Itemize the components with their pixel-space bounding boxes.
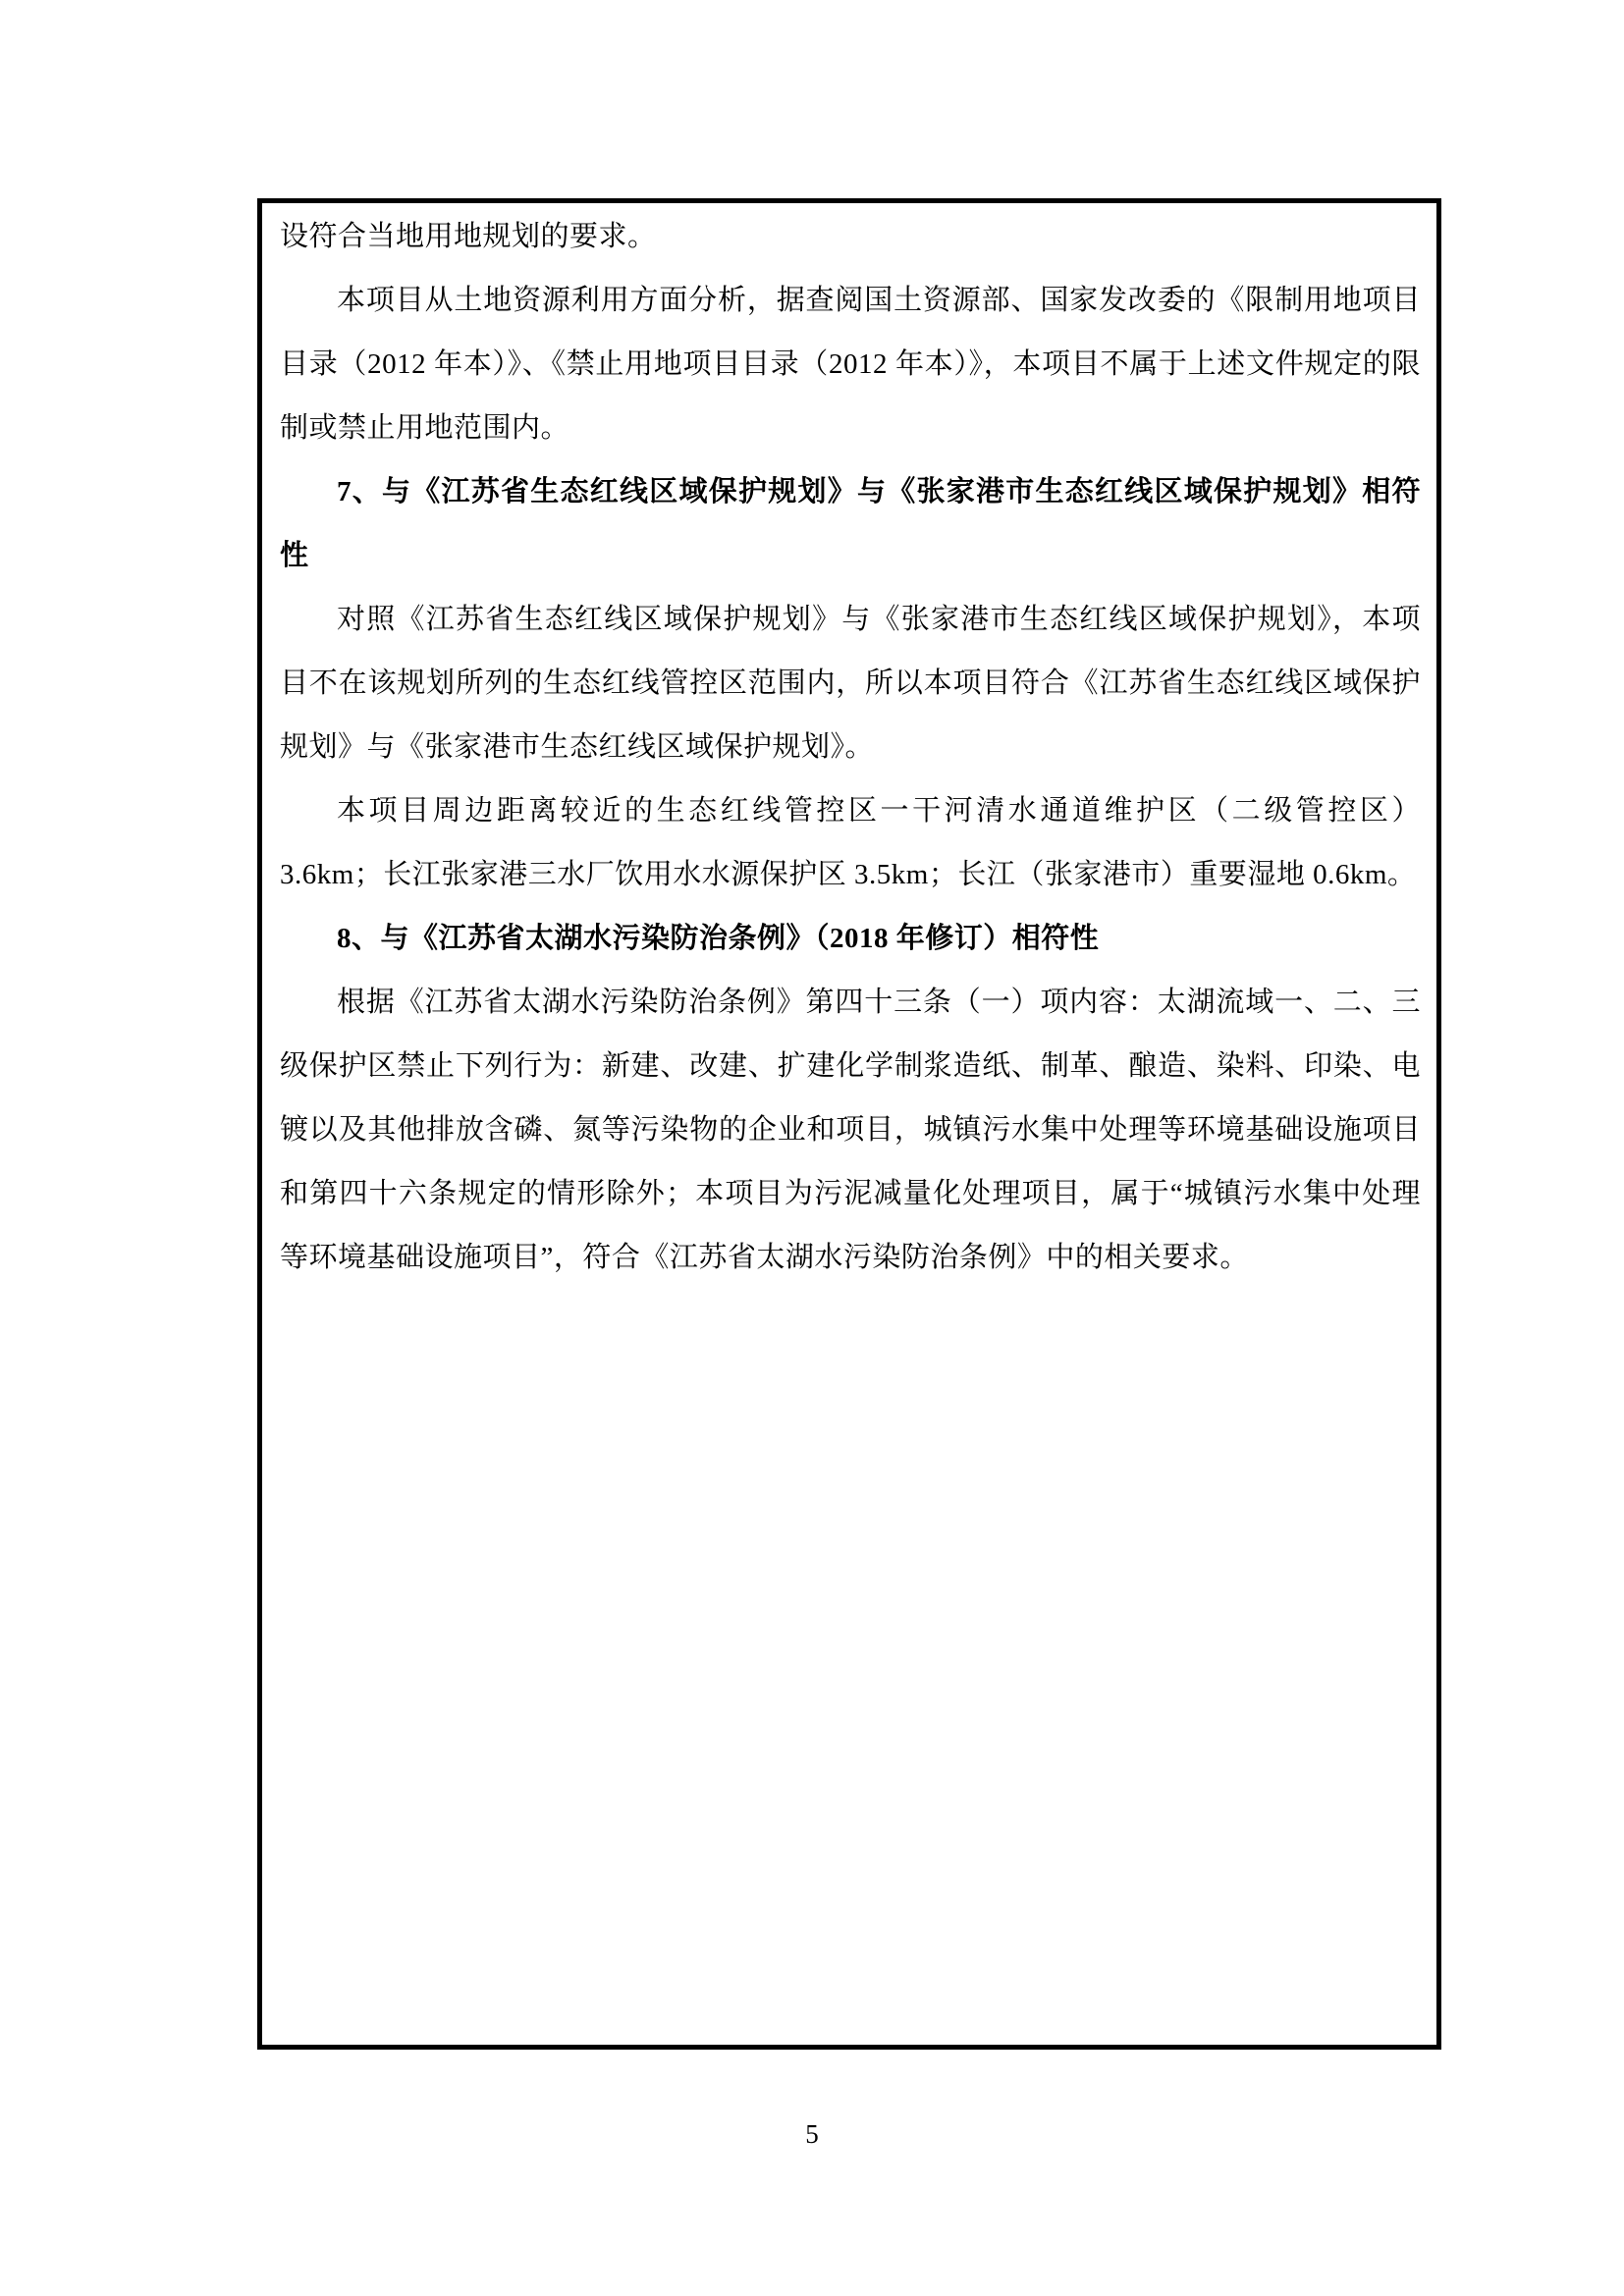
section-heading-7: 7、与《江苏省生态红线区域保护规划》与《张家港市生态红线区域保护规划》相符性 bbox=[280, 476, 1421, 571]
document-text-area bbox=[262, 203, 1436, 1290]
paragraph-land-resource: 本项目从土地资源利用方面分析，据查阅国土资源部、国家发改委的《限制用地项目目录（2012 年本）》、《禁止用地项目目录（2012 年本）》，本项目不属于上述文件规定的限制或禁止用地范围内。 bbox=[280, 285, 1421, 444]
paragraph-continuation: 设符合当地用地规划的要求。 bbox=[280, 221, 657, 252]
document-border-box bbox=[257, 198, 1441, 2050]
page-number: 5 bbox=[805, 2119, 819, 2149]
section-heading-8: 8、与《江苏省太湖水污染防治条例》（2018 年修订）相符性 bbox=[337, 923, 1100, 954]
paragraph-taihu-regulation: 根据《江苏省太湖水污染防治条例》第四十三条（一）项内容：太湖流域一、二、三级保护区禁止下列行为：新建、改建、扩建化学制浆造纸、制革、酿造、染料、印染、电镀以及其他排放含磷、氮等污染物的企业和项目，城镇污水集中处理等环境基础设施项目和第四十六条规定的情形除外；本项目为污泥减量化处理项目，属于“城镇污水集中处理等环境基础设施项目”，符合《江苏省太湖水污染防治条例》中的相关要求。 bbox=[280, 987, 1421, 1273]
paragraph-redline-distances: 本项目周边距离较近的生态红线管控区一干河清水通道维护区（二级管控区）3.6km；长江张家港三水厂饮用水水源保护区 3.5km；长江（张家港市）重要湿地 0.6km。 bbox=[280, 795, 1421, 890]
paragraph-redline-compliance: 对照《江苏省生态红线区域保护规划》与《张家港市生态红线区域保护规划》，本项目不在该规划所列的生态红线管控区范围内，所以本项目符合《江苏省生态红线区域保护规划》与《张家港市生态红线区域保护规划》。 bbox=[280, 604, 1421, 763]
